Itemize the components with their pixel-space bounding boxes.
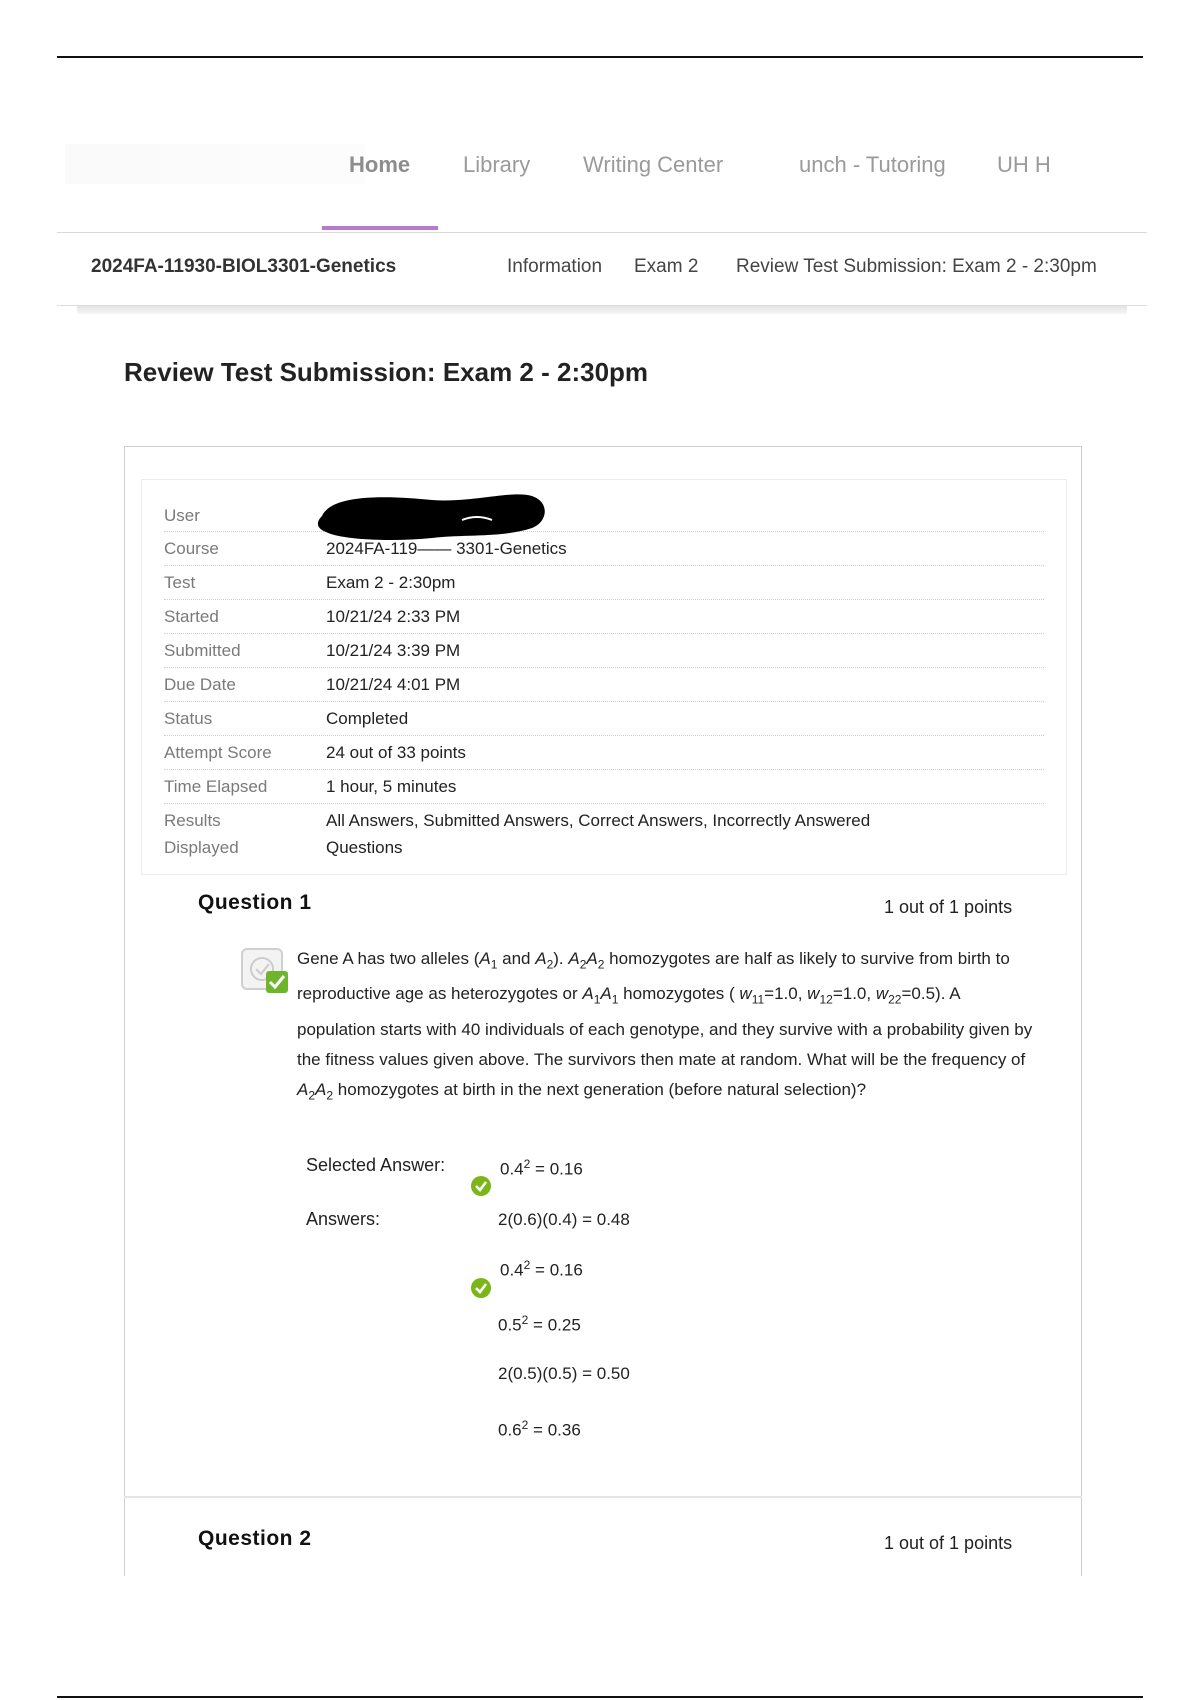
correct-answer-icon — [240, 947, 290, 995]
course-link[interactable]: 2024FA-11930-BIOL3301-Genetics — [91, 256, 397, 277]
check-circle-icon — [470, 1277, 492, 1299]
info-value: 10/21/24 2:33 PM — [326, 607, 461, 626]
info-row-attempt-score — [164, 736, 1044, 770]
nav-home[interactable]: Home — [349, 152, 411, 177]
question-2-title: Question 2 — [198, 1527, 312, 1550]
breadcrumb-information[interactable]: Information — [507, 256, 603, 277]
info-label: Results — [164, 811, 221, 830]
info-row-test — [164, 566, 1044, 600]
answer-option-5: $0.6^2 = 0.36$ — [498, 1418, 581, 1440]
info-label: Test — [164, 573, 196, 592]
info-row-due-date — [164, 668, 1044, 702]
question-1-title: Question 1 — [198, 891, 312, 914]
blurred-logo — [65, 144, 365, 184]
answers-label: Answers: — [306, 1209, 381, 1229]
question-1-points: 1 out of 1 points — [884, 897, 1013, 917]
info-row-results-displayed — [164, 804, 1044, 864]
info-label: User — [164, 506, 200, 525]
breadcrumb-exam[interactable]: Exam 2 — [634, 256, 699, 277]
info-row-status — [164, 702, 1044, 736]
submission-details — [141, 479, 1067, 875]
info-value: 10/21/24 3:39 PM — [326, 641, 461, 660]
info-label: Displayed — [164, 838, 239, 857]
info-label: Course — [164, 539, 219, 558]
breadcrumb-shadow — [77, 306, 1127, 314]
info-label: Time Elapsed — [164, 777, 268, 796]
question-2-points: 1 out of 1 points — [884, 1533, 1013, 1553]
info-label: Started — [164, 607, 219, 626]
info-value: 24 out of 33 points — [326, 743, 466, 762]
nav-library[interactable]: Library — [463, 152, 531, 177]
selected-answer-label: Selected Answer: — [306, 1155, 446, 1175]
info-value: Completed — [326, 709, 409, 728]
check-circle-icon — [470, 1175, 492, 1197]
question-divider — [124, 1496, 1082, 1498]
info-label: Submitted — [164, 641, 241, 660]
info-row-time-elapsed — [164, 770, 1044, 804]
breadcrumb-review: Review Test Submission: Exam 2 - 2:30pm — [736, 256, 1097, 277]
top-rule — [57, 56, 1143, 58]
nav-tutoring[interactable]: unch - Tutoring — [799, 152, 946, 177]
answer-option-4: 2(0.5)(0.5) = 0.50 — [498, 1364, 630, 1383]
info-value: Exam 2 - 2:30pm — [326, 573, 456, 592]
active-tab-indicator — [322, 226, 438, 230]
answer-option-2: $0.4^2 = 0.16$ — [500, 1258, 583, 1280]
info-row-course — [164, 532, 1044, 566]
nav-uh[interactable]: UH H — [997, 152, 1051, 177]
info-value: 1 hour, 5 minutes — [326, 777, 457, 796]
breadcrumb — [57, 234, 1147, 306]
info-row-user — [164, 498, 1044, 532]
page-title: Review Test Submission: Exam 2 - 2:30pm — [124, 357, 649, 387]
bottom-rule — [57, 1696, 1143, 1698]
info-value: 10/21/24 4:01 PM — [326, 675, 461, 694]
info-row-submitted — [164, 634, 1044, 668]
info-label: Due Date — [164, 675, 236, 694]
question-1-text: Gene A has two alleles ($A_1$ and $A_2$). $A_2A_2$ homozygotes are half as likely to survive from birth to reproductive age as heterozygotes or $A_1A_1$ homozygotes ( $w_{11}=1.0$, $w_{12}=1.0$, $w_{22}=0.5$). A population starts with 40 individuals of each genotype, and they survive with a probability given by the fitness values given above. The survivors then mate at random. What will be the frequency of $A_2A_2$ homozygotes at birth in the next generation (before natural selection)? — [297, 949, 1033, 1103]
nav-divider — [57, 232, 1147, 233]
info-row-started — [164, 600, 1044, 634]
answer-option-1: 2(0.6)(0.4) = 0.48 — [498, 1210, 630, 1229]
info-value: 2024FA-119—— 3301-Genetics — [326, 539, 567, 558]
nav-writing-center[interactable]: Writing Center — [583, 152, 724, 177]
top-navigation — [57, 118, 1147, 233]
info-value: Questions — [326, 838, 403, 857]
selected-answer: $0.4^2 = 0.16$ — [500, 1157, 583, 1179]
info-value: All Answers, Submitted Answers, Correct Answers, Incorrectly Answered — [326, 811, 871, 830]
info-label: Status — [164, 709, 213, 728]
info-label: Attempt Score — [164, 743, 272, 762]
answer-option-3: $0.5^2 = 0.25$ — [498, 1313, 581, 1335]
